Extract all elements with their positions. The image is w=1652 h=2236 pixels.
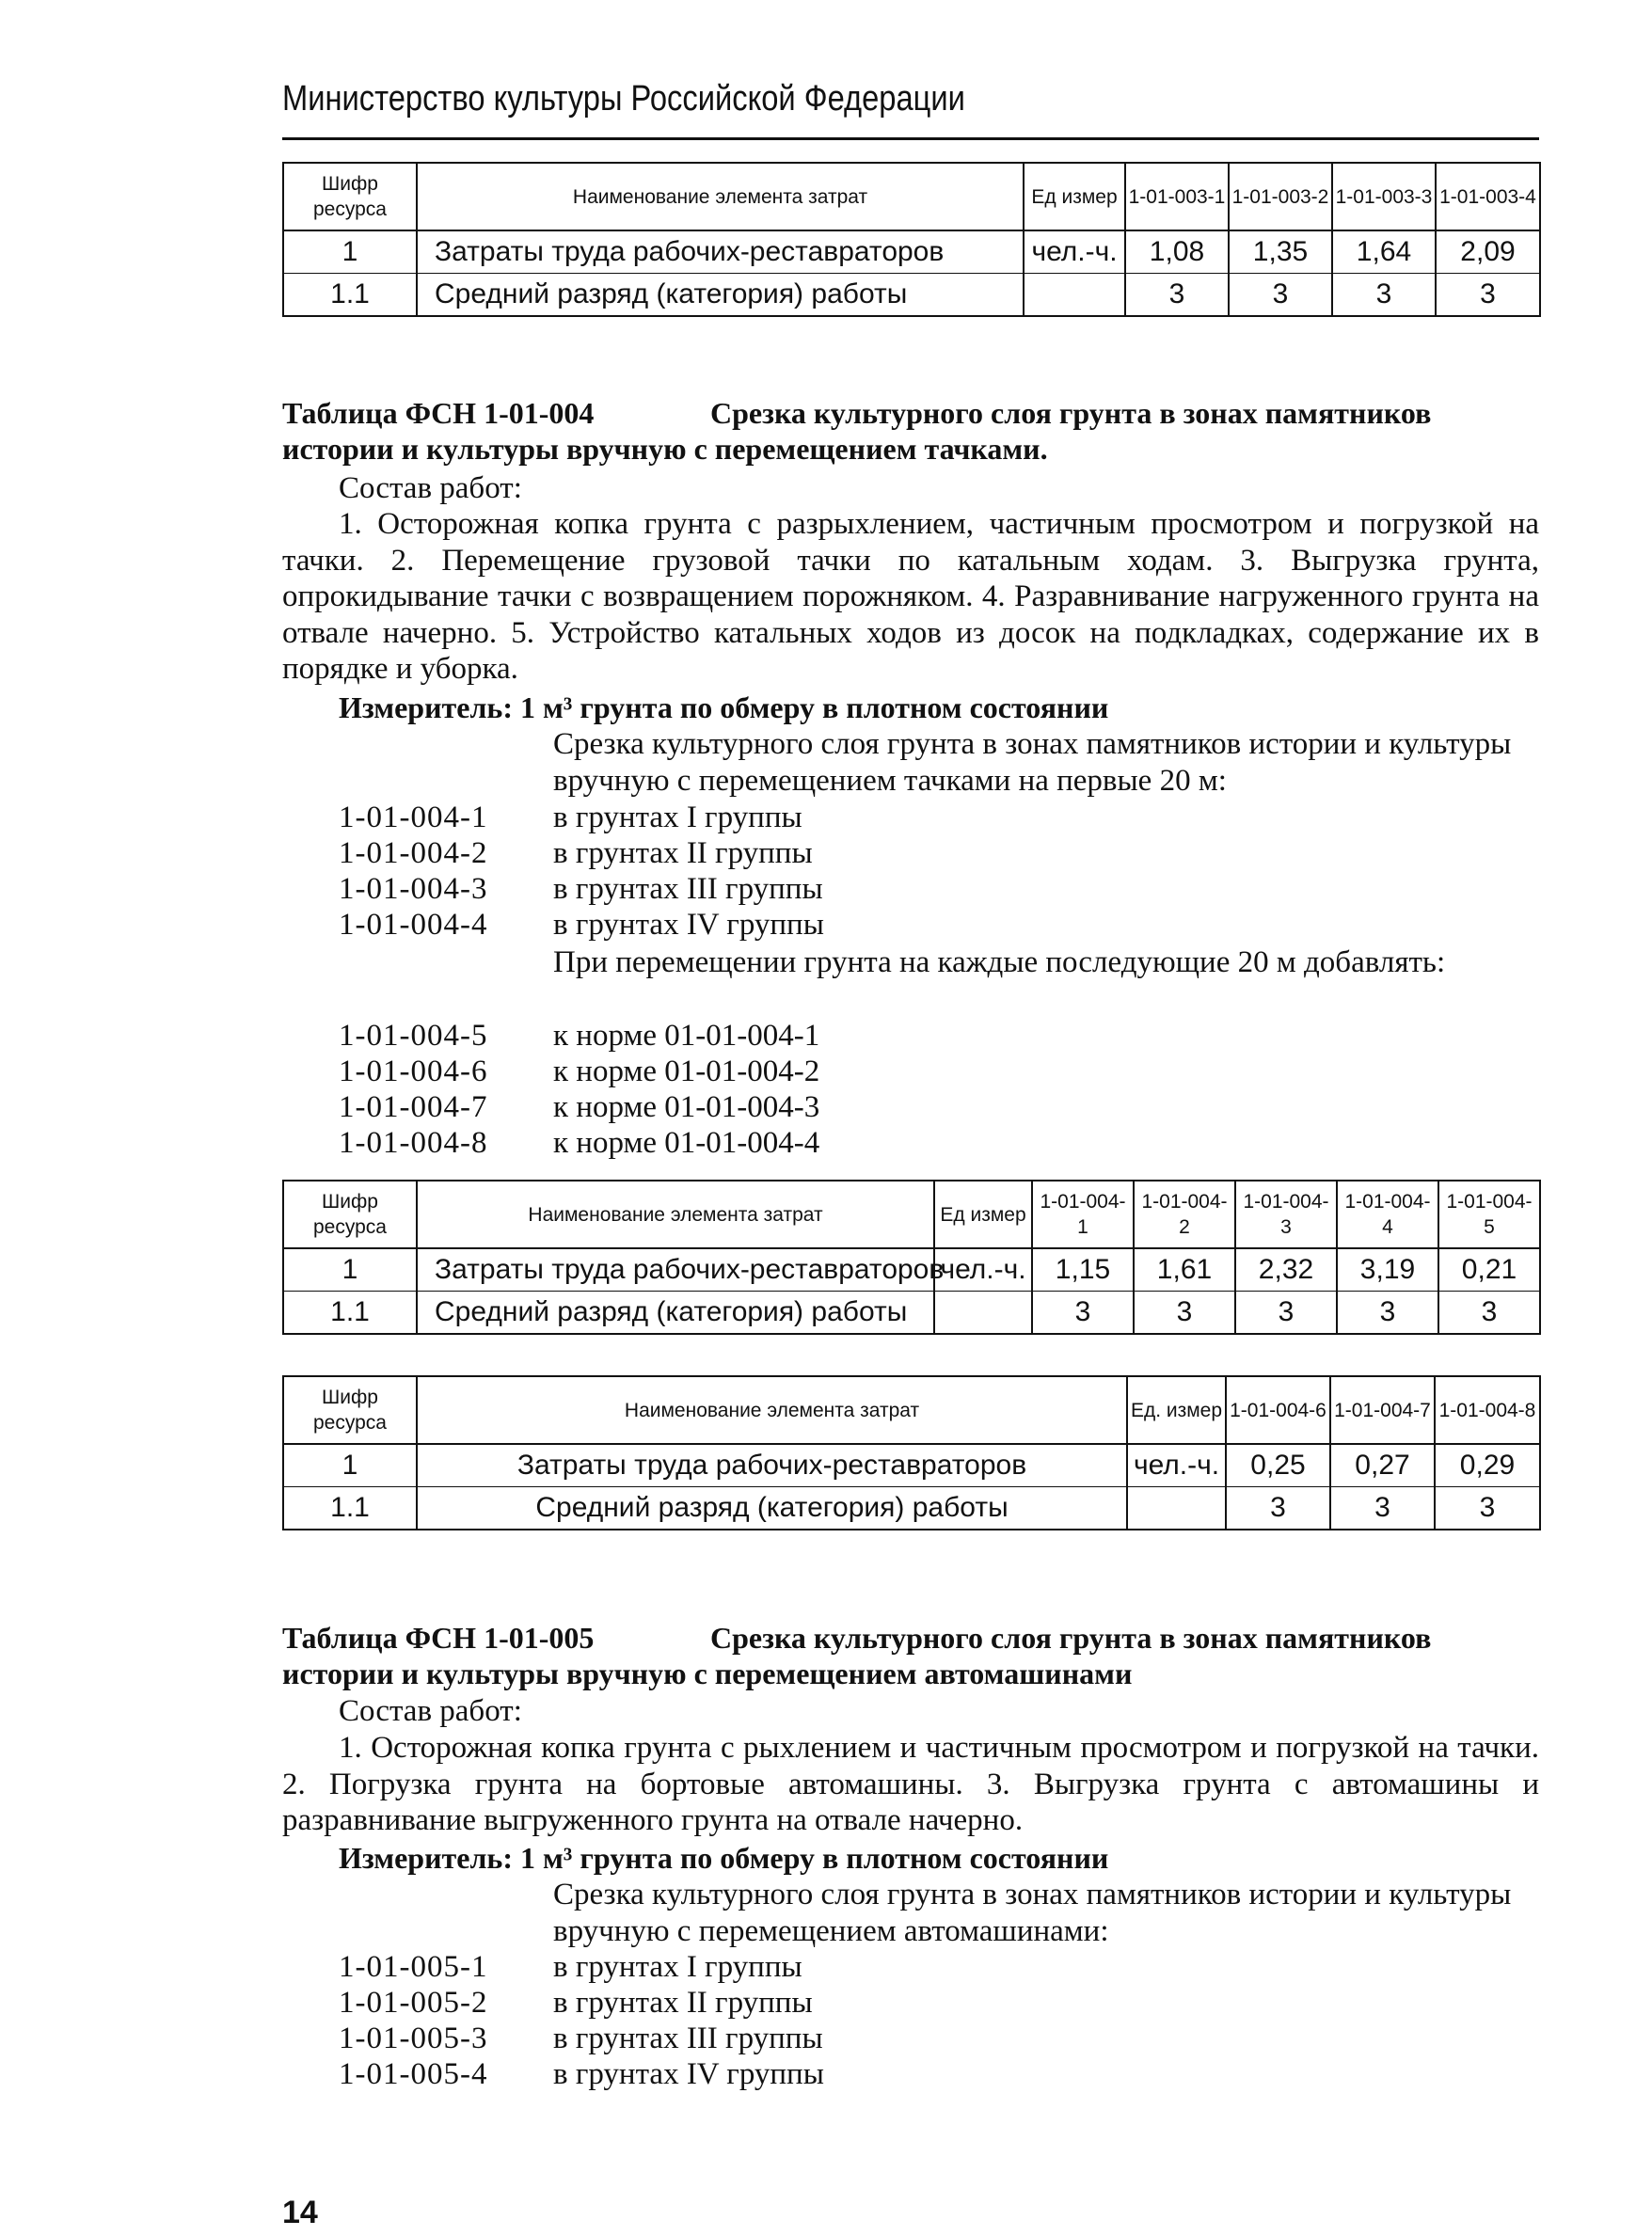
resource-code: 1.1 xyxy=(283,274,417,317)
page-header xyxy=(282,79,1539,119)
norm-text: в грунтах I группы xyxy=(553,801,802,834)
norm-value: 1,35 xyxy=(1229,230,1332,274)
norm-item xyxy=(339,871,823,907)
page-number: 14 xyxy=(282,2195,318,2230)
col-name-header: Наименование элемента затрат xyxy=(417,1181,934,1248)
composition-text xyxy=(282,1730,1539,1839)
resource-code: 1 xyxy=(283,1444,417,1487)
norm-col-header: 1-01-004-7 xyxy=(1330,1376,1435,1444)
norm-col-header: 1-01-003-1 xyxy=(1125,163,1229,230)
norm-code: 1-01-005-1 xyxy=(339,1950,488,1984)
norm-code: 1-01-004-3 xyxy=(339,872,488,906)
norm-item xyxy=(339,1018,819,1054)
norm-col-header: 1-01-004-3 xyxy=(1235,1181,1337,1248)
col-unit-header: Ед измер xyxy=(934,1181,1032,1248)
table-004-a xyxy=(282,1180,1541,1335)
norm-code: 1-01-004-8 xyxy=(339,1126,488,1160)
norm-text: в грунтах IV группы xyxy=(553,2057,824,2091)
norm-text: в грунтах III группы xyxy=(553,2022,823,2055)
table-title-line2: истории и культуры вручную с перемещением тачками. xyxy=(282,432,1048,466)
norm-code: 1-01-004-5 xyxy=(339,1019,488,1053)
norm-value: 1,61 xyxy=(1134,1248,1235,1292)
table-code: Таблица ФСН 1-01-004 xyxy=(282,396,595,430)
table-003 xyxy=(282,162,1541,317)
norm-col-header: 1-01-004-2 xyxy=(1134,1181,1235,1248)
col-name-header: Наименование элемента затрат xyxy=(417,1376,1127,1444)
norm-col-header: 1-01-003-2 xyxy=(1229,163,1332,230)
table-header-row xyxy=(283,1376,1540,1444)
norm-col-header: 1-01-004-4 xyxy=(1337,1181,1438,1248)
norm-code: 1-01-004-7 xyxy=(339,1090,488,1124)
table-header-row xyxy=(283,1181,1540,1248)
norm-col-header: 1-01-003-4 xyxy=(1436,163,1540,230)
norm-code: 1-01-005-2 xyxy=(339,1986,488,2020)
norm-value: 2,32 xyxy=(1235,1248,1337,1292)
table-row xyxy=(283,1444,1540,1487)
table-row xyxy=(283,274,1540,317)
norm-value: 0,25 xyxy=(1226,1444,1330,1487)
section-004-title xyxy=(282,395,1539,467)
col-code-header: Шифр ресурса xyxy=(283,1376,417,1444)
cost-element-name: Средний разряд (категория) работы xyxy=(417,274,1024,317)
cost-element-name: Затраты труда рабочих-реставраторов xyxy=(417,1444,1127,1487)
norm-value: 3 xyxy=(1229,274,1332,317)
table-row xyxy=(283,1248,1540,1292)
norm-col-header: 1-01-003-3 xyxy=(1332,163,1436,230)
table-row xyxy=(283,230,1540,274)
table-title-line2: истории и культуры вручную с перемещением автомашинами xyxy=(282,1657,1133,1690)
norm-value: 3 xyxy=(1032,1292,1134,1335)
resource-code: 1.1 xyxy=(283,1487,417,1530)
norm-value: 3 xyxy=(1438,1292,1540,1335)
norm-text: в грунтах II группы xyxy=(553,836,813,870)
norm-value: 3 xyxy=(1330,1487,1435,1530)
measure-unit: Измеритель: 1 м³ грунта по обмеру в плотном состоянии xyxy=(339,690,1109,724)
col-name-header: Наименование элемента затрат xyxy=(417,163,1024,230)
norm-value: 3 xyxy=(1134,1292,1235,1335)
norms-intro: Срезка культурного слоя грунта в зонах памятников истории и культуры вручную с перемещением автомашинами: xyxy=(553,1878,1512,1948)
norm-value: 1,15 xyxy=(1032,1248,1134,1292)
composition-label: Состав работ: xyxy=(339,471,522,505)
resource-code: 1 xyxy=(283,1248,417,1292)
composition-paragraph: 1. Осторожная копка грунта с рыхлением и частичным просмотром и погрузкой на тачки. 2. Погрузка грунта на бортовые автомашины. 3. Выгрузка грунта с автомашины и разравнивание выгруженного грунта на отвале начерно. xyxy=(282,1731,1539,1837)
header-title: Министерство культуры Российской Федерации xyxy=(282,79,965,119)
norm-col-header: 1-01-004-8 xyxy=(1435,1376,1540,1444)
norm-col-header: 1-01-004-5 xyxy=(1438,1181,1540,1248)
table-004-b xyxy=(282,1375,1541,1530)
cost-element-name: Средний разряд (категория) работы xyxy=(417,1487,1127,1530)
unit xyxy=(934,1292,1032,1335)
composition-label: Состав работ: xyxy=(339,1694,522,1728)
norm-value: 1,08 xyxy=(1125,230,1229,274)
norm-code: 1-01-005-4 xyxy=(339,2057,488,2091)
col-code-header: Шифр ресурса xyxy=(283,1181,417,1248)
norm-item xyxy=(339,907,824,943)
table-row xyxy=(283,1292,1540,1335)
norm-value: 0,27 xyxy=(1330,1444,1435,1487)
norm-value: 0,29 xyxy=(1435,1444,1540,1487)
norm-item xyxy=(339,2021,823,2056)
norm-code: 1-01-004-6 xyxy=(339,1055,488,1088)
norm-item xyxy=(339,1054,819,1089)
table-title-line1: Срезка культурного слоя грунта в зонах памятников xyxy=(710,396,1432,430)
table-code: Таблица ФСН 1-01-005 xyxy=(282,1621,595,1655)
norm-code: 1-01-005-3 xyxy=(339,2022,488,2055)
unit xyxy=(1024,274,1125,317)
norm-value: 1,64 xyxy=(1332,230,1436,274)
norm-value: 3,19 xyxy=(1337,1248,1438,1292)
norm-item xyxy=(339,1949,802,1985)
norm-value: 3 xyxy=(1226,1487,1330,1530)
norm-text: в грунтах I группы xyxy=(553,1950,802,1984)
norm-text: к норме 01-01-004-3 xyxy=(553,1090,820,1124)
unit: чел.-ч. xyxy=(934,1248,1032,1292)
norm-value: 3 xyxy=(1235,1292,1337,1335)
norm-code: 1-01-004-2 xyxy=(339,836,488,870)
norm-text: к норме 01-01-004-2 xyxy=(553,1055,820,1088)
unit: чел.-ч. xyxy=(1127,1444,1226,1487)
norm-value: 2,09 xyxy=(1436,230,1540,274)
norm-text: к норме 01-01-004-1 xyxy=(553,1019,820,1053)
unit: чел.-ч. xyxy=(1024,230,1125,274)
table-row xyxy=(283,1487,1540,1530)
norm-col-header: 1-01-004-6 xyxy=(1226,1376,1330,1444)
section-005-title xyxy=(282,1620,1539,1691)
norm-text: в грунтах II группы xyxy=(553,1986,813,2020)
norm-item xyxy=(339,1985,813,2021)
resource-code: 1 xyxy=(283,230,417,274)
norm-text: в грунтах III группы xyxy=(553,872,823,906)
norm-value: 3 xyxy=(1337,1292,1438,1335)
cost-element-name: Затраты труда рабочих-реставраторов xyxy=(417,230,1024,274)
norms-intro-add: При перемещении грунта на каждые последующие 20 м добавлять: xyxy=(553,945,1446,979)
composition-text xyxy=(282,506,1539,688)
measure-unit: Измеритель: 1 м³ грунта по обмеру в плотном состоянии xyxy=(339,1841,1109,1875)
norm-code: 1-01-004-1 xyxy=(339,801,488,834)
norm-text: в грунтах IV группы xyxy=(553,908,824,942)
composition-paragraph: 1. Осторожная копка грунта с разрыхлением, частичным просмотром и погрузкой на тачки. 2. Перемещение грузовой тачки по катальным ходам. 3. Выгрузка грунта, опрокидывание тачки с возвращением порожняком. 4. Разравнивание нагруженного грунта на отвале начерно. 5. Устройство катальных ходов из досок на подкладках, содержание их в порядке и уборка. xyxy=(282,507,1539,686)
norm-item xyxy=(339,2056,824,2092)
norm-item xyxy=(339,835,813,871)
table-header-row xyxy=(283,163,1540,230)
col-code-header: Шифр ресурса xyxy=(283,163,417,230)
norm-item xyxy=(339,1125,819,1161)
col-unit-header: Ед. измер xyxy=(1127,1376,1226,1444)
col-unit-header: Ед измер xyxy=(1024,163,1125,230)
norm-item xyxy=(339,800,802,835)
norm-value: 3 xyxy=(1435,1487,1540,1530)
norm-col-header: 1-01-004-1 xyxy=(1032,1181,1134,1248)
norm-text: к норме 01-01-004-4 xyxy=(553,1126,820,1160)
cost-element-name: Затраты труда рабочих-реставраторов xyxy=(417,1248,934,1292)
unit xyxy=(1127,1487,1226,1530)
norm-value: 3 xyxy=(1125,274,1229,317)
table-title-line1: Срезка культурного слоя грунта в зонах памятников xyxy=(710,1621,1432,1655)
norm-value: 0,21 xyxy=(1438,1248,1540,1292)
norm-item xyxy=(339,1089,819,1125)
norm-value: 3 xyxy=(1332,274,1436,317)
norm-value: 3 xyxy=(1436,274,1540,317)
norms-intro: Срезка культурного слоя грунта в зонах памятников истории и культуры вручную с перемещением тачками на первые 20 м: xyxy=(553,727,1512,798)
cost-element-name: Средний разряд (категория) работы xyxy=(417,1292,934,1335)
norm-code: 1-01-004-4 xyxy=(339,908,488,942)
resource-code: 1.1 xyxy=(283,1292,417,1335)
header-rule xyxy=(282,137,1539,140)
